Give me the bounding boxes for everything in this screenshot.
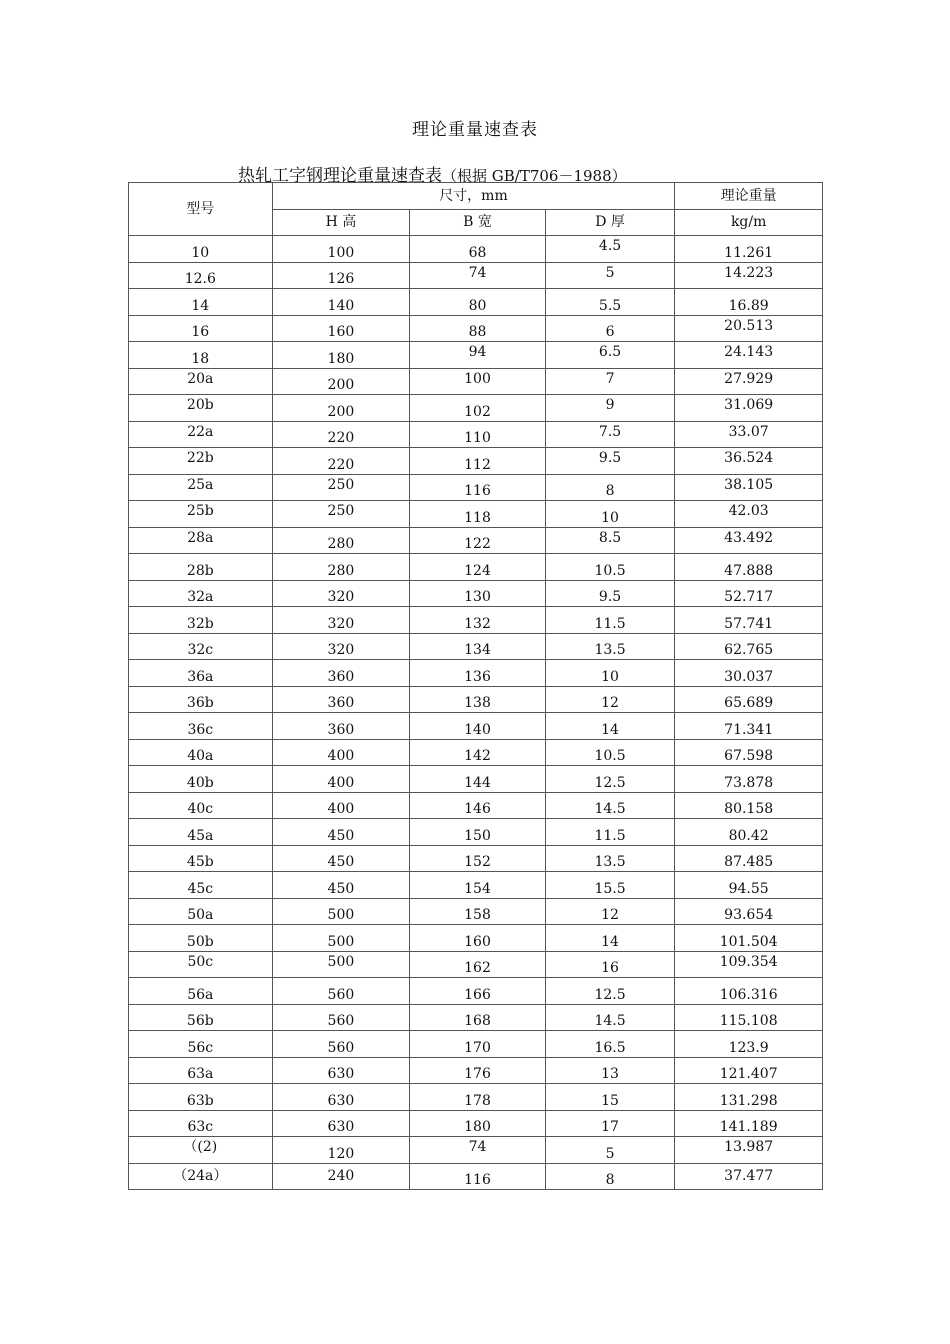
cell-model: 32b xyxy=(129,607,273,634)
table-row xyxy=(129,1084,823,1111)
table-body xyxy=(129,236,823,1190)
cell-b: 100 xyxy=(410,368,546,395)
cell-h: 140 xyxy=(272,289,410,316)
cell-model: 50b xyxy=(129,925,273,952)
cell-d: 17 xyxy=(545,1110,675,1137)
cell-b: 102 xyxy=(410,395,546,422)
cell-weight: 73.878 xyxy=(675,766,823,793)
cell-model: 40a xyxy=(129,739,273,766)
cell-b: 74 xyxy=(410,1137,546,1164)
cell-b: 124 xyxy=(410,554,546,581)
table-standard-note: （根据 GB/T706－1988） xyxy=(442,167,627,185)
cell-d: 13 xyxy=(545,1057,675,1084)
cell-h: 220 xyxy=(272,448,410,475)
cell-weight: 57.741 xyxy=(675,607,823,634)
cell-weight: 14.223 xyxy=(675,262,823,289)
cell-model: 22a xyxy=(129,421,273,448)
cell-h: 400 xyxy=(272,766,410,793)
cell-d: 15 xyxy=(545,1084,675,1111)
cell-d: 8.5 xyxy=(545,527,675,554)
cell-model: 36b xyxy=(129,686,273,713)
cell-d: 7 xyxy=(545,368,675,395)
cell-weight: 123.9 xyxy=(675,1031,823,1058)
table-row xyxy=(129,978,823,1005)
table-row xyxy=(129,421,823,448)
cell-weight: 47.888 xyxy=(675,554,823,581)
cell-model: 20a xyxy=(129,368,273,395)
cell-b: 180 xyxy=(410,1110,546,1137)
table-row xyxy=(129,925,823,952)
cell-d: 10.5 xyxy=(545,739,675,766)
table-row xyxy=(129,236,823,263)
cell-weight: 52.717 xyxy=(675,580,823,607)
cell-h: 250 xyxy=(272,501,410,528)
cell-d: 4.5 xyxy=(545,236,675,263)
table-row xyxy=(129,474,823,501)
cell-model: （(2) xyxy=(129,1137,273,1164)
cell-b: 80 xyxy=(410,289,546,316)
cell-model: 50c xyxy=(129,951,273,978)
cell-h: 200 xyxy=(272,368,410,395)
cell-model: 36c xyxy=(129,713,273,740)
table-row xyxy=(129,951,823,978)
cell-model: 36a xyxy=(129,660,273,687)
cell-weight: 37.477 xyxy=(675,1163,823,1190)
cell-weight: 121.407 xyxy=(675,1057,823,1084)
cell-h: 280 xyxy=(272,527,410,554)
cell-model: 28b xyxy=(129,554,273,581)
cell-d: 14 xyxy=(545,925,675,952)
cell-weight: 87.485 xyxy=(675,845,823,872)
cell-model: 18 xyxy=(129,342,273,369)
cell-d: 12.5 xyxy=(545,978,675,1005)
cell-b: 74 xyxy=(410,262,546,289)
cell-model: 14 xyxy=(129,289,273,316)
cell-h: 250 xyxy=(272,474,410,501)
header-model: 型号 xyxy=(129,183,273,236)
table-row xyxy=(129,845,823,872)
table-row xyxy=(129,448,823,475)
cell-weight: 24.143 xyxy=(675,342,823,369)
cell-b: 130 xyxy=(410,580,546,607)
table-row xyxy=(129,368,823,395)
weight-table xyxy=(128,182,823,1190)
cell-weight: 101.504 xyxy=(675,925,823,952)
cell-b: 162 xyxy=(410,951,546,978)
cell-model: 12.6 xyxy=(129,262,273,289)
cell-model: 32a xyxy=(129,580,273,607)
cell-model: 40c xyxy=(129,792,273,819)
table-row xyxy=(129,739,823,766)
cell-d: 7.5 xyxy=(545,421,675,448)
header-size-group: 尺寸，mm xyxy=(272,183,675,210)
cell-h: 320 xyxy=(272,607,410,634)
cell-weight: 27.929 xyxy=(675,368,823,395)
table-row xyxy=(129,1110,823,1137)
table-row xyxy=(129,1163,823,1190)
cell-b: 140 xyxy=(410,713,546,740)
cell-d: 14.5 xyxy=(545,792,675,819)
cell-d: 6.5 xyxy=(545,342,675,369)
cell-b: 138 xyxy=(410,686,546,713)
cell-h: 450 xyxy=(272,845,410,872)
cell-weight: 11.261 xyxy=(675,236,823,263)
cell-model: 56b xyxy=(129,1004,273,1031)
table-row xyxy=(129,660,823,687)
cell-h: 240 xyxy=(272,1163,410,1190)
cell-weight: 67.598 xyxy=(675,739,823,766)
cell-d: 12 xyxy=(545,898,675,925)
cell-b: 150 xyxy=(410,819,546,846)
table-row xyxy=(129,1004,823,1031)
cell-d: 11.5 xyxy=(545,607,675,634)
cell-model: 63c xyxy=(129,1110,273,1137)
cell-h: 450 xyxy=(272,872,410,899)
cell-b: 88 xyxy=(410,315,546,342)
cell-weight: 31.069 xyxy=(675,395,823,422)
cell-weight: 42.03 xyxy=(675,501,823,528)
cell-d: 8 xyxy=(545,474,675,501)
cell-h: 400 xyxy=(272,739,410,766)
cell-model: （24a） xyxy=(129,1163,273,1190)
cell-model: 25b xyxy=(129,501,273,528)
cell-h: 280 xyxy=(272,554,410,581)
cell-model: 22b xyxy=(129,448,273,475)
table-row xyxy=(129,819,823,846)
cell-b: 110 xyxy=(410,421,546,448)
cell-b: 94 xyxy=(410,342,546,369)
table-row xyxy=(129,872,823,899)
cell-weight: 30.037 xyxy=(675,660,823,687)
table-row xyxy=(129,1031,823,1058)
cell-weight: 109.354 xyxy=(675,951,823,978)
cell-b: 112 xyxy=(410,448,546,475)
cell-d: 9.5 xyxy=(545,448,675,475)
table-row xyxy=(129,607,823,634)
cell-d: 5 xyxy=(545,1137,675,1164)
cell-weight: 13.987 xyxy=(675,1137,823,1164)
table-row xyxy=(129,580,823,607)
cell-weight: 36.524 xyxy=(675,448,823,475)
table-row xyxy=(129,315,823,342)
cell-model: 45c xyxy=(129,872,273,899)
table-row xyxy=(129,501,823,528)
cell-d: 14.5 xyxy=(545,1004,675,1031)
cell-d: 14 xyxy=(545,713,675,740)
cell-d: 8 xyxy=(545,1163,675,1190)
cell-weight: 80.158 xyxy=(675,792,823,819)
cell-model: 16 xyxy=(129,315,273,342)
cell-h: 360 xyxy=(272,686,410,713)
cell-d: 5.5 xyxy=(545,289,675,316)
cell-h: 220 xyxy=(272,421,410,448)
cell-b: 68 xyxy=(410,236,546,263)
cell-h: 120 xyxy=(272,1137,410,1164)
cell-h: 360 xyxy=(272,660,410,687)
cell-b: 152 xyxy=(410,845,546,872)
cell-d: 12.5 xyxy=(545,766,675,793)
cell-weight: 65.689 xyxy=(675,686,823,713)
cell-b: 144 xyxy=(410,766,546,793)
table-row xyxy=(129,554,823,581)
cell-h: 160 xyxy=(272,315,410,342)
table-row xyxy=(129,527,823,554)
cell-b: 168 xyxy=(410,1004,546,1031)
cell-d: 16.5 xyxy=(545,1031,675,1058)
cell-h: 360 xyxy=(272,713,410,740)
cell-h: 500 xyxy=(272,925,410,952)
cell-b: 134 xyxy=(410,633,546,660)
cell-h: 630 xyxy=(272,1110,410,1137)
document-title: 理论重量速查表 xyxy=(412,120,538,140)
cell-b: 136 xyxy=(410,660,546,687)
cell-model: 45b xyxy=(129,845,273,872)
cell-model: 32c xyxy=(129,633,273,660)
cell-d: 13.5 xyxy=(545,845,675,872)
cell-b: 122 xyxy=(410,527,546,554)
cell-h: 560 xyxy=(272,978,410,1005)
cell-model: 63a xyxy=(129,1057,273,1084)
cell-model: 40b xyxy=(129,766,273,793)
table-row xyxy=(129,898,823,925)
cell-model: 25a xyxy=(129,474,273,501)
cell-b: 116 xyxy=(410,474,546,501)
header-d: D 厚 xyxy=(545,209,675,236)
table-row xyxy=(129,713,823,740)
cell-model: 20b xyxy=(129,395,273,422)
cell-model: 56c xyxy=(129,1031,273,1058)
cell-weight: 20.513 xyxy=(675,315,823,342)
cell-d: 5 xyxy=(545,262,675,289)
cell-h: 560 xyxy=(272,1004,410,1031)
cell-b: 166 xyxy=(410,978,546,1005)
cell-h: 320 xyxy=(272,633,410,660)
cell-weight: 115.108 xyxy=(675,1004,823,1031)
cell-h: 100 xyxy=(272,236,410,263)
cell-b: 176 xyxy=(410,1057,546,1084)
cell-d: 12 xyxy=(545,686,675,713)
cell-weight: 71.341 xyxy=(675,713,823,740)
cell-d: 10 xyxy=(545,501,675,528)
table-row xyxy=(129,342,823,369)
cell-h: 500 xyxy=(272,898,410,925)
cell-model: 63b xyxy=(129,1084,273,1111)
cell-weight: 94.55 xyxy=(675,872,823,899)
table-row xyxy=(129,1057,823,1084)
header-weight: 理论重量 xyxy=(675,183,823,210)
cell-model: 56a xyxy=(129,978,273,1005)
cell-b: 158 xyxy=(410,898,546,925)
table-row xyxy=(129,686,823,713)
table-row xyxy=(129,289,823,316)
cell-d: 13.5 xyxy=(545,633,675,660)
cell-h: 560 xyxy=(272,1031,410,1058)
cell-d: 16 xyxy=(545,951,675,978)
cell-b: 160 xyxy=(410,925,546,952)
cell-h: 500 xyxy=(272,951,410,978)
cell-model: 50a xyxy=(129,898,273,925)
table-caption-text: 热轧工字钢理论重量速查表 xyxy=(238,166,442,186)
cell-d: 10 xyxy=(545,660,675,687)
table-row xyxy=(129,766,823,793)
cell-b: 132 xyxy=(410,607,546,634)
cell-d: 10.5 xyxy=(545,554,675,581)
cell-weight: 16.89 xyxy=(675,289,823,316)
cell-h: 320 xyxy=(272,580,410,607)
cell-b: 142 xyxy=(410,739,546,766)
cell-h: 126 xyxy=(272,262,410,289)
cell-model: 28a xyxy=(129,527,273,554)
cell-weight: 131.298 xyxy=(675,1084,823,1111)
cell-d: 9 xyxy=(545,395,675,422)
cell-model: 10 xyxy=(129,236,273,263)
cell-b: 116 xyxy=(410,1163,546,1190)
header-weight-unit: kg/m xyxy=(675,209,823,236)
cell-b: 170 xyxy=(410,1031,546,1058)
cell-b: 154 xyxy=(410,872,546,899)
table-row xyxy=(129,792,823,819)
cell-b: 146 xyxy=(410,792,546,819)
cell-d: 9.5 xyxy=(545,580,675,607)
cell-b: 178 xyxy=(410,1084,546,1111)
cell-b: 118 xyxy=(410,501,546,528)
cell-weight: 62.765 xyxy=(675,633,823,660)
table-row xyxy=(129,1137,823,1164)
cell-d: 6 xyxy=(545,315,675,342)
cell-weight: 93.654 xyxy=(675,898,823,925)
table-row xyxy=(129,262,823,289)
cell-h: 630 xyxy=(272,1057,410,1084)
cell-h: 180 xyxy=(272,342,410,369)
table-row xyxy=(129,395,823,422)
cell-weight: 106.316 xyxy=(675,978,823,1005)
cell-d: 15.5 xyxy=(545,872,675,899)
cell-weight: 33.07 xyxy=(675,421,823,448)
cell-h: 400 xyxy=(272,792,410,819)
cell-weight: 80.42 xyxy=(675,819,823,846)
cell-h: 630 xyxy=(272,1084,410,1111)
cell-weight: 38.105 xyxy=(675,474,823,501)
cell-h: 450 xyxy=(272,819,410,846)
cell-weight: 141.189 xyxy=(675,1110,823,1137)
header-b: B 宽 xyxy=(410,209,546,236)
cell-d: 11.5 xyxy=(545,819,675,846)
cell-weight: 43.492 xyxy=(675,527,823,554)
cell-h: 200 xyxy=(272,395,410,422)
table-row xyxy=(129,633,823,660)
header-h: H 高 xyxy=(272,209,410,236)
cell-model: 45a xyxy=(129,819,273,846)
